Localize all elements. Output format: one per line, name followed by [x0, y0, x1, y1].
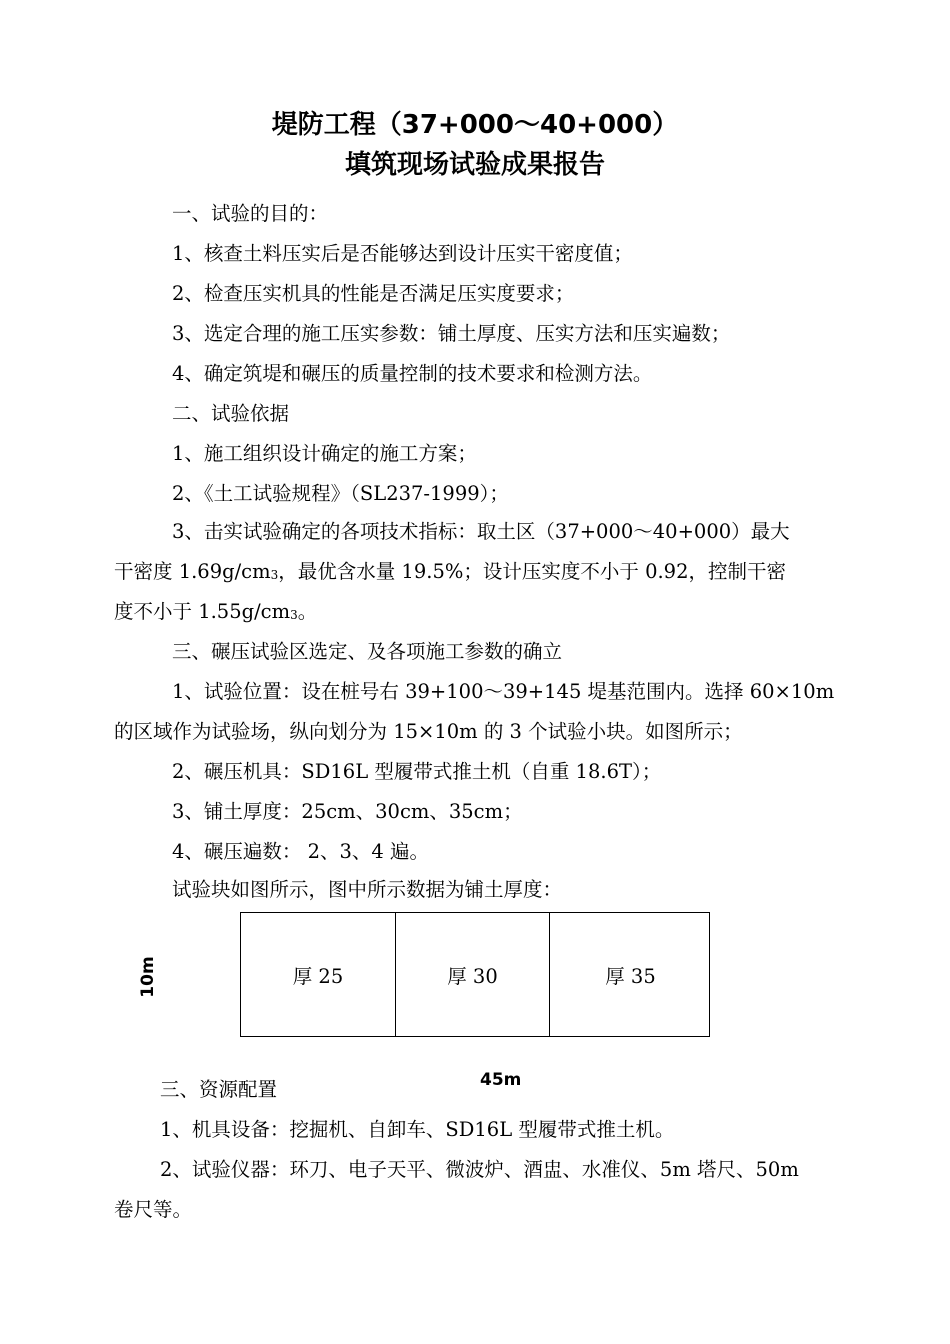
paragraph-line: 3、击实试验确定的各项技术指标：取土区（37+000～40+000）最大 [172, 520, 790, 543]
trial-block-cell: 厚 30 [396, 913, 550, 1036]
section-heading-resources: 三、资源配置 [160, 1078, 278, 1101]
paragraph-line: 1、核查土料压实后是否能够达到设计压实干密度值； [172, 242, 633, 265]
paragraph-line: 2、碾压机具：SD16L 型履带式推土机（自重 18.6T）； [172, 760, 662, 783]
paragraph-line: 干密度 $1.69g/cm_3$，最优含水量 19.5%；设计压实度不小于 0.92，控制干密 [114, 560, 786, 583]
paragraph-line: 的区域作为试验场，纵向划分为 15×10m 的 3 个试验小块。如图所示； [114, 720, 743, 743]
diagram-height-label: 10m [138, 956, 158, 998]
document-title-line2: 填筑现场试验成果报告 [344, 150, 605, 180]
trial-block-cell: 厚 35 [605, 964, 656, 988]
section-heading-basis: 二、试验依据 [172, 402, 290, 425]
paragraph-line: 2、试验仪器：环刀、电子天平、微波炉、酒盅、水准仪、5m 塔尺、50m [160, 1158, 799, 1181]
paragraph-line: 1、机具设备：挖掘机、自卸车、SD16L 型履带式推土机。 [160, 1118, 675, 1141]
section-heading-trial-area: 三、碾压试验区选定、及各项施工参数的确立 [172, 640, 563, 663]
paragraph-line: 度不小于 $1.55g/cm_3$。 [114, 600, 318, 623]
paragraph-line: 3、选定合理的施工压实参数：铺土厚度、压实方法和压实遍数； [172, 322, 731, 345]
paragraph-line: 1、试验位置：设在桩号右 39+100～39+145 堤基范围内。选择 60×10m [172, 680, 835, 703]
section-heading-purpose: 一、试验的目的： [172, 202, 329, 225]
diagram-width-label: 45m [480, 1070, 522, 1090]
trial-block-diagram [240, 912, 710, 1037]
trial-block-cell: 厚 25 [241, 913, 396, 1036]
diagram-caption: 试验块如图所示，图中所示数据为铺土厚度： [172, 878, 563, 901]
paragraph-line: 2、《土工试验规程》（SL237-1999）； [172, 482, 509, 505]
paragraph-line: 1、施工组织设计确定的施工方案； [172, 442, 477, 465]
paragraph-line: 4、碾压遍数： 2、3、4 遍。 [172, 840, 430, 863]
paragraph-line: 2、检查压实机具的性能是否满足压实度要求； [172, 282, 575, 305]
document-title-line1: 堤防工程（37+000～40+000） [271, 110, 679, 140]
paragraph-line: 4、确定筑堤和碾压的质量控制的技术要求和检测方法。 [172, 362, 653, 385]
paragraph-line: 3、铺土厚度：25cm、30cm、35cm； [172, 800, 523, 823]
paragraph-line: 卷尺等。 [114, 1198, 193, 1221]
